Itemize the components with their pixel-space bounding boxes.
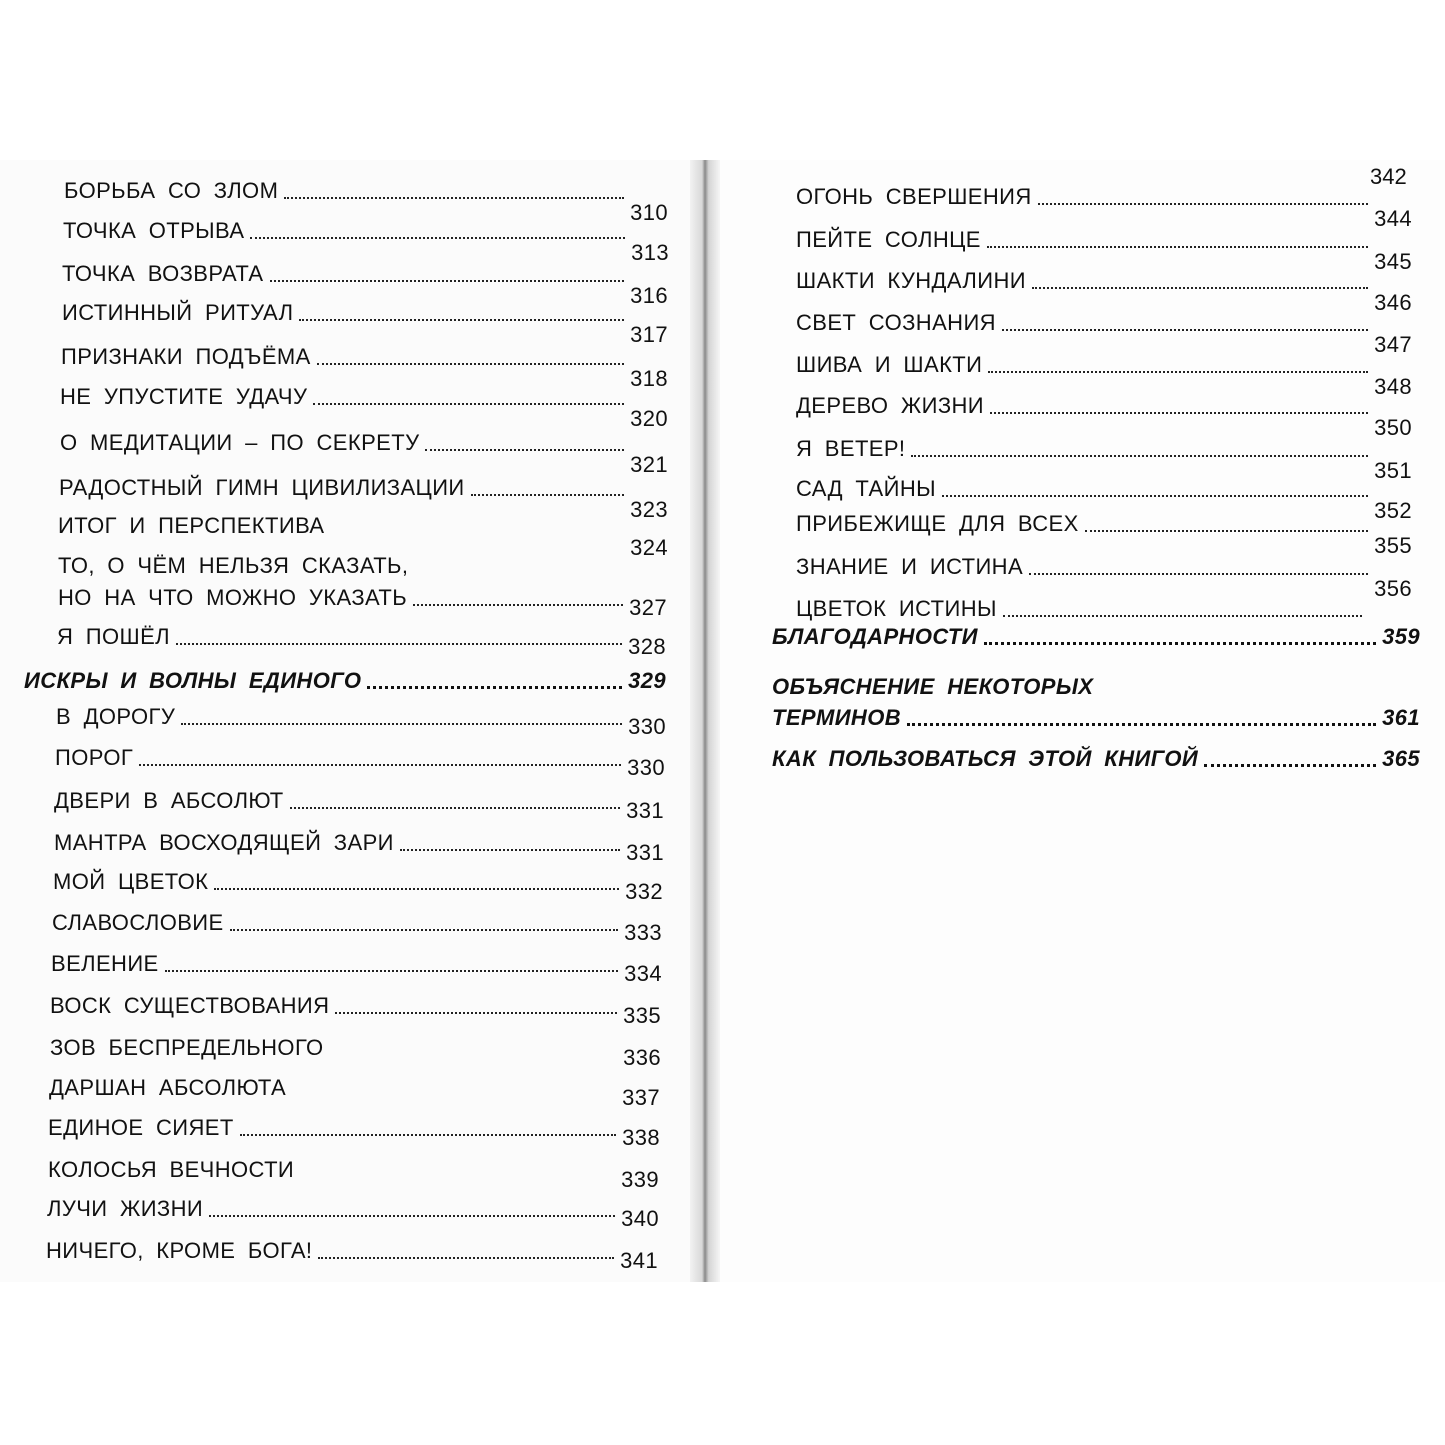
- toc-entry: [796, 393, 1412, 440]
- toc-entry: [47, 1196, 659, 1231]
- toc-entry-page: 350: [1374, 415, 1412, 440]
- toc-entry-title: НИЧЕГО, КРОМЕ БОГА!: [46, 1238, 313, 1263]
- toc-entry-page: 345: [1374, 249, 1412, 274]
- toc-entry-title: ПРИБЕЖИЩЕ ДЛЯ ВСЕХ: [796, 511, 1079, 536]
- toc-entry-title: КАК ПОЛЬЗОВАТЬСЯ ЭТОЙ КНИГОЙ: [772, 746, 1199, 771]
- toc-leader-dots: [335, 1012, 617, 1014]
- toc-entry-page: 355: [1374, 533, 1412, 558]
- toc-entry-page: 338: [622, 1125, 660, 1150]
- toc-entry: [52, 910, 662, 945]
- toc-entry-page: 317: [630, 322, 668, 347]
- toc-entry: [56, 704, 666, 739]
- toc-leader-dots: [240, 1134, 616, 1136]
- toc-entry-page: 329: [628, 668, 666, 693]
- toc-leader-dots: [990, 412, 1368, 414]
- toc-leader-dots: [292, 1094, 616, 1096]
- toc-entry: [796, 184, 1412, 231]
- toc-leader-dots: [209, 1215, 615, 1217]
- toc-entry-title: ИСКРЫ И ВОЛНЫ ЕДИНОГО: [24, 668, 362, 693]
- toc-entry-title: Я ВЕТЕР!: [796, 436, 906, 461]
- toc-entry-page: 316: [630, 283, 668, 308]
- toc-entry: [62, 300, 668, 347]
- toc-entry-page: 324: [630, 535, 668, 560]
- toc-entry-page: 334: [624, 961, 662, 986]
- toc-leader-dots: [290, 807, 620, 809]
- toc-entry: [58, 513, 668, 560]
- toc-entry: [54, 830, 664, 865]
- toc-entry-title: ЗНАНИЕ И ИСТИНА: [796, 554, 1024, 579]
- toc-entry-page: 328: [628, 634, 666, 659]
- toc-entry-title: ТОЧКА ВОЗВРАТА: [62, 261, 264, 286]
- toc-leader-dots: [1204, 764, 1376, 767]
- toc-entry-title: ОГОНЬ СВЕРШЕНИЯ: [796, 184, 1032, 209]
- toc-entry-page: 321: [630, 452, 668, 477]
- toc-entry-page: 356: [1374, 576, 1412, 601]
- toc-entry: [63, 218, 669, 265]
- toc-entry-title: ВЕЛЕНИЕ: [51, 951, 159, 976]
- toc-entry-page: 361: [1382, 705, 1420, 730]
- toc-leader-dots: [300, 1176, 615, 1178]
- toc-entry-page: 359: [1382, 624, 1420, 649]
- toc-entry-title: ЦВЕТОК ИСТИНЫ: [796, 596, 997, 621]
- toc-leader-dots: [317, 363, 624, 365]
- toc-entry-page: 330: [627, 755, 665, 780]
- toc-entry-page: 344: [1374, 206, 1412, 231]
- toc-entry-page: 331: [626, 798, 664, 823]
- toc-leader-dots: [425, 449, 624, 451]
- toc-leader-dots: [984, 642, 1376, 645]
- toc-leader-dots: [1029, 573, 1368, 575]
- toc-entry: [59, 475, 668, 522]
- toc-entry-page: 365: [1382, 746, 1420, 771]
- toc-leader-dots: [987, 246, 1368, 248]
- toc-entry-title: НО НА ЧТО МОЖНО УКАЗАТЬ: [58, 585, 408, 610]
- toc-entry-title: ЛУЧИ ЖИЗНИ: [47, 1196, 204, 1221]
- toc-leader-dots: [400, 849, 620, 851]
- toc-leader-dots: [331, 532, 625, 534]
- toc-entry-title: НЕ УПУСТИТЕ УДАЧУ: [60, 384, 308, 409]
- toc-leader-dots: [907, 723, 1376, 726]
- toc-entry: [60, 430, 668, 477]
- toc-leader-dots: [284, 197, 624, 199]
- toc-entry-page: 335: [623, 1003, 661, 1028]
- toc-entry-title: ПОРОГ: [55, 745, 134, 770]
- toc-entry-title: БОРЬБА СО ЗЛОМ: [64, 178, 279, 203]
- toc-entry-title: ДЕРЕВО ЖИЗНИ: [796, 393, 985, 418]
- toc-entry-title: ШАКТИ КУНДАЛИНИ: [796, 268, 1026, 293]
- toc-entry-page: 337: [622, 1085, 660, 1110]
- toc-entry-page: 336: [623, 1045, 661, 1070]
- toc-entry: [55, 745, 665, 780]
- toc-leader-dots: [318, 1257, 614, 1259]
- toc-leader-dots: [214, 888, 619, 890]
- toc-entry-page: 346: [1374, 290, 1412, 315]
- toc-entry: [53, 869, 663, 904]
- toc-entry: [796, 227, 1412, 274]
- toc-entry-title: ТЕРМИНОВ: [772, 705, 902, 730]
- toc-entry: [50, 993, 661, 1028]
- toc-entry-page: 323: [630, 497, 668, 522]
- toc-entry-page: 341: [620, 1248, 658, 1273]
- toc-entry: [796, 554, 1412, 601]
- toc-entry-page: 351: [1374, 458, 1412, 483]
- toc-entry-title: ДАРШАН АБСОЛЮТА: [49, 1075, 287, 1100]
- toc-entry: [48, 1157, 659, 1192]
- toc-entry-page: 313: [631, 240, 669, 265]
- toc-entry-page: 327: [629, 595, 667, 620]
- toc-leader-dots: [1038, 203, 1368, 205]
- toc-section-entry: [772, 624, 1420, 650]
- toc-entry: [57, 624, 666, 659]
- toc-leader-dots: [942, 495, 1368, 497]
- toc-entry-title-line1: ТО, О ЧЁМ НЕЛЬЗЯ СКАЗАТЬ,: [58, 553, 409, 578]
- toc-entry-title: ШИВА И ШАКТИ: [796, 352, 983, 377]
- toc-entry: [48, 1115, 660, 1150]
- toc-entry-page: 347: [1374, 332, 1412, 357]
- toc-entry: [796, 511, 1412, 558]
- toc-entry-page: 320: [630, 406, 668, 431]
- toc-entry: [54, 788, 664, 823]
- toc-entry: [62, 261, 668, 308]
- toc-entry-title: ИСТИННЫЙ РИТУАЛ: [62, 300, 294, 325]
- toc-entry-page: 333: [624, 920, 662, 945]
- toc-entry-title: ДВЕРИ В АБСОЛЮТ: [54, 788, 284, 813]
- toc-section-entry: [24, 668, 666, 694]
- toc-entry: [49, 1075, 660, 1110]
- toc-entry-title: О МЕДИТАЦИИ – ПО СЕКРЕТУ: [60, 430, 420, 455]
- toc-leader-dots: [1002, 329, 1368, 331]
- toc-entry-page: 348: [1374, 374, 1412, 399]
- toc-entry: [796, 476, 1412, 523]
- toc-entry: [58, 585, 667, 620]
- toc-entry: [796, 268, 1412, 315]
- toc-entry-title: САД ТАЙНЫ: [796, 476, 936, 501]
- toc-entry-title: МАНТРА ВОСХОДЯЩЕЙ ЗАРИ: [54, 830, 394, 855]
- toc-leader-dots: [181, 723, 622, 725]
- toc-entry: [61, 344, 668, 391]
- toc-leader-dots: [413, 604, 623, 606]
- toc-leader-dots: [139, 764, 621, 766]
- toc-entry: [796, 310, 1412, 357]
- toc-entry-page: 318: [630, 366, 668, 391]
- toc-entry-title: СЛАВОСЛОВИЕ: [52, 910, 224, 935]
- toc-leader-dots: [299, 319, 624, 321]
- toc-section-entry: [772, 746, 1420, 772]
- toc-entry: [796, 596, 1368, 622]
- toc-entry-title: ВОСК СУЩЕСТВОВАНИЯ: [50, 993, 330, 1018]
- toc-leader-dots: [230, 929, 619, 931]
- toc-leader-dots: [471, 494, 624, 496]
- toc-entry-page: 340: [621, 1206, 659, 1231]
- toc-entry-title: ПЕЙТЕ СОЛНЦЕ: [796, 227, 981, 252]
- toc-leader-dots: [313, 403, 624, 405]
- toc-leader-dots: [165, 970, 618, 972]
- toc-entry-title: СВЕТ СОЗНАНИЯ: [796, 310, 996, 335]
- toc-leader-dots: [1003, 615, 1362, 617]
- toc-entry-title: ПРИЗНАКИ ПОДЪЁМА: [61, 344, 311, 369]
- toc-entry-title: В ДОРОГУ: [56, 704, 176, 729]
- toc-entry-title: БЛАГОДАРНОСТИ: [772, 624, 978, 649]
- toc-entry-page: 352: [1374, 498, 1412, 523]
- toc-entry-title: МОЙ ЦВЕТОК: [53, 869, 209, 894]
- book-gutter: [690, 160, 720, 1282]
- toc-section-entry: [772, 705, 1420, 731]
- toc-leader-dots: [270, 280, 625, 282]
- toc-leader-dots: [367, 686, 622, 689]
- toc-entry-title: ИТОГ И ПЕРСПЕКТИВА: [58, 513, 325, 538]
- toc-entry: [796, 352, 1412, 399]
- toc-entry: [60, 384, 668, 431]
- toc-leader-dots: [330, 1054, 618, 1056]
- toc-leader-dots: [911, 455, 1368, 457]
- toc-entry: [64, 178, 668, 225]
- toc-entry-title: КОЛОСЬЯ ВЕЧНОСТИ: [48, 1157, 295, 1182]
- toc-entry-page: 342: [1370, 164, 1407, 189]
- toc-leader-dots: [250, 237, 625, 239]
- toc-entry: [796, 436, 1412, 483]
- toc-entry-page: 331: [626, 840, 664, 865]
- toc-entry: [51, 951, 662, 986]
- toc-entry-page: 339: [621, 1167, 659, 1192]
- toc-entry-title: РАДОСТНЫЙ ГИМН ЦИВИЛИЗАЦИИ: [59, 475, 465, 500]
- toc-entry-title: Я ПОШЁЛ: [57, 624, 171, 649]
- toc-leader-dots: [1032, 287, 1368, 289]
- toc-entry-page: 310: [630, 200, 668, 225]
- toc-entry-title: ТОЧКА ОТРЫВА: [63, 218, 245, 243]
- toc-leader-dots: [988, 371, 1368, 373]
- toc-leader-dots: [1085, 530, 1368, 532]
- toc-entry-title-line1: ОБЪЯСНЕНИЕ НЕКОТОРЫХ: [772, 674, 1094, 699]
- toc-entry-title: ЗОВ БЕСПРЕДЕЛЬНОГО: [50, 1035, 324, 1060]
- toc-entry: [46, 1238, 658, 1273]
- toc-entry: [50, 1035, 661, 1070]
- toc-entry-page: 332: [625, 879, 663, 904]
- toc-entry-page: 330: [628, 714, 666, 739]
- toc-entry-title: ЕДИНОЕ СИЯЕТ: [48, 1115, 234, 1140]
- toc-leader-dots: [176, 643, 622, 645]
